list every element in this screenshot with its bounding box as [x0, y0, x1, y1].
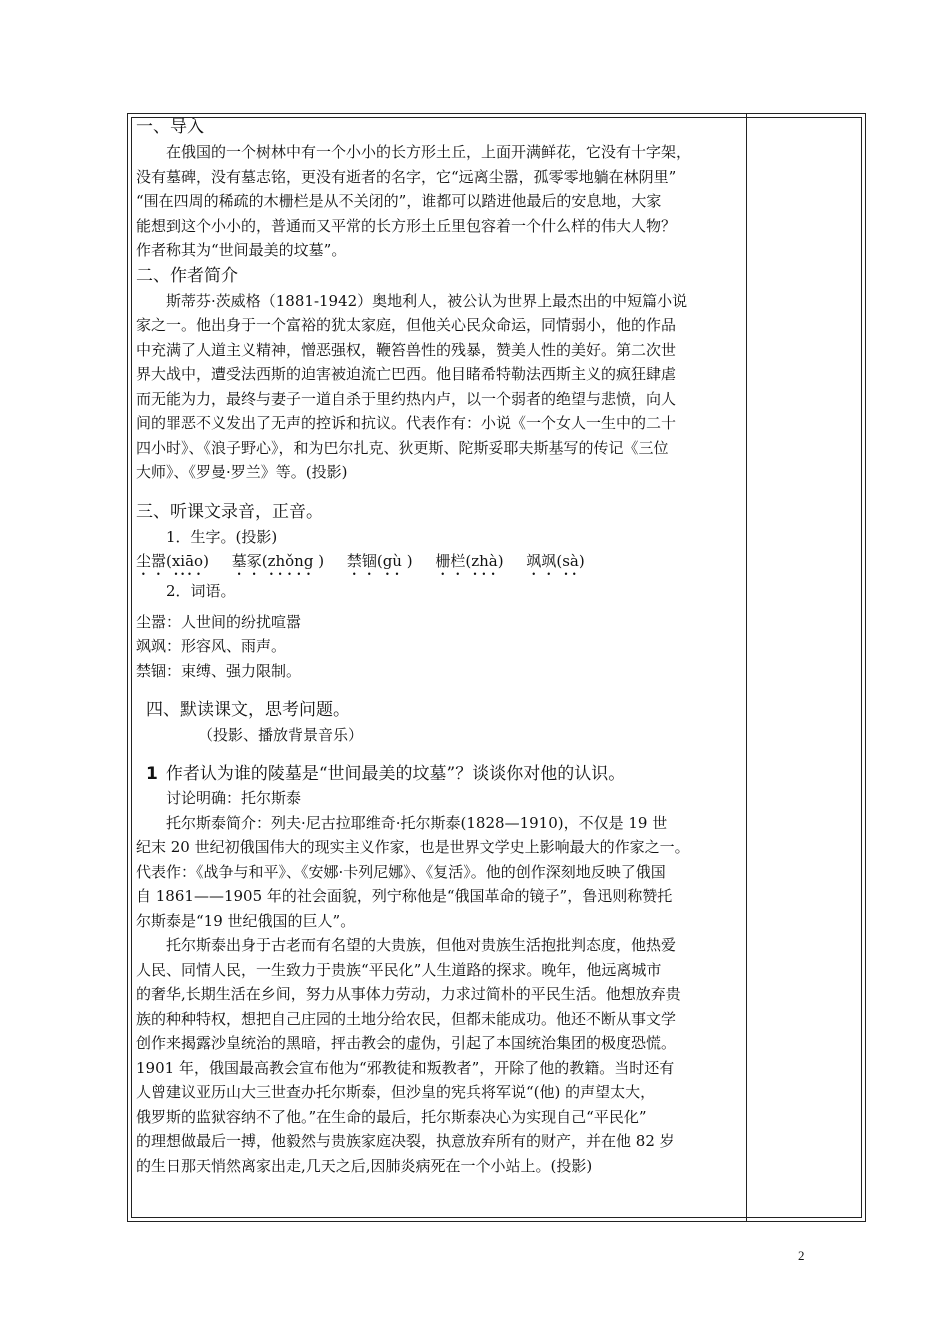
- listen-item-1: 1．生字。(投影): [166, 527, 278, 546]
- page-number: 2: [798, 1248, 805, 1263]
- intro-line: 能想到这个小小的，普通而又平常的长方形土丘里包容着一个什么样的伟大人物？: [136, 216, 677, 235]
- tolstoy-intro-line: 自 1861——1905 年的社会面貌，列宁称他是“俄国革命的镜子”，鲁迅则称赞托: [136, 887, 673, 905]
- tolstoy-life-line: 的奢华,长期生活在乡间，努力从事体力劳动，力求过简朴的平民生活。他想放弃贵: [136, 985, 681, 1003]
- author-line: 而无能为力，最终与妻子一道自杀于里约热内卢，以一个弱者的绝望与悲愤，向人: [136, 389, 677, 408]
- vocab-line: 飒飒：形容风、雨声。: [136, 637, 287, 655]
- tolstoy-life-line: 俄罗斯的监狱容纳不了他。”在生命的最后，托尔斯泰决心为实现自己“平民化”: [136, 1107, 647, 1126]
- question-text: 作者认为谁的陵墓是“世间最美的坟墓”？谈谈你对他的认识。: [165, 763, 626, 784]
- read-note: （投影、播放背景音乐）: [198, 726, 364, 744]
- author-line: 界大战中，遭受法西斯的迫害被迫流亡巴西。他目睹希特勒法西斯主义的疯狂肆虐: [136, 365, 677, 383]
- notes-column-divider: [746, 114, 747, 1221]
- pinyin-row: [136, 549, 744, 579]
- spacer: [136, 683, 744, 697]
- question-1: [136, 762, 744, 787]
- tolstoy-life-line: 创作来揭露沙皇统治的黑暗，抨击教会的虚伪，引起了本国统治集团的极度恐慌。: [136, 1034, 677, 1052]
- tolstoy-life-line: 托尔斯泰出身于古老而有名望的大贵族，但他对贵族生活抱批判态度，他热爱: [166, 936, 677, 954]
- tolstoy-intro-line: 纪末 20 世纪初俄国伟大的现实主义作家，也是世界文学史上影响最大的作家之一。: [136, 838, 690, 856]
- pinyin-word: 飒飒(sà): [526, 552, 585, 570]
- pinyin-word: 禁锢(gù ): [346, 552, 413, 570]
- lesson-content: [136, 114, 744, 1178]
- question-number: 1: [146, 763, 158, 784]
- author-line: 大师》、《罗曼·罗兰》等。(投影): [136, 463, 348, 481]
- intro-line: 没有墓碑，没有墓志铭，更没有逝者的名字，它“远离尘嚣，孤零零地躺在林阴里”: [136, 167, 677, 186]
- author-line: 家之一。他出身于一个富裕的犹太家庭，但他关心民众命运，同情弱小，他的作品: [136, 316, 677, 334]
- author-line: 间的罪恶不义发出了无声的控诉和抗议。代表作有：小说《一个女人一生中的二十: [136, 414, 677, 432]
- intro-heading: 一、导入: [136, 117, 204, 137]
- tolstoy-intro-line: 托尔斯泰简介：列夫·尼古拉耶维奇·托尔斯泰(1828—1910)，不仅是 19 世: [166, 813, 668, 832]
- listen-item-2: 2．词语。: [166, 582, 236, 600]
- tolstoy-life-line: 族的种种特权，想把自己庄园的土地分给农民，但都未能成功。他还不断从事文学: [136, 1009, 677, 1028]
- intro-line: “围在四周的稀疏的木栅栏是从不关闭的”，谁都可以踏进他最后的安息地，大家: [136, 192, 662, 210]
- vocab-line: 尘嚣：人世间的纷扰喧嚣: [136, 612, 302, 631]
- tolstoy-life-line: 人曾建议亚历山大三世查办托尔斯泰，但沙皇的宪兵将军说“(他) 的声望太大，: [136, 1083, 656, 1101]
- pinyin-word: 尘嚣(xiāo): [136, 552, 209, 570]
- tolstoy-life-line: 人民、同情人民，一生致力于贵族“平民化”人生道路的探求。晚年，他远离城市: [136, 960, 662, 979]
- author-heading: 二、作者简介: [136, 265, 238, 286]
- intro-line: 作者称其为“世间最美的坟墓”。: [136, 241, 347, 259]
- read-heading: 四、默读课文，思考问题。: [146, 700, 350, 720]
- tolstoy-intro-line: 尔斯泰是“19 世纪俄国的巨人”。: [136, 911, 356, 930]
- tolstoy-intro-line: 代表作：《战争与和平》、《安娜·卡列尼娜》、《复活》。他的创作深刻地反映了俄国: [136, 862, 666, 881]
- vocab-line: 禁锢：束缚、强力限制。: [136, 661, 302, 680]
- author-line: 斯蒂芬·茨威格（1881-1942）奥地利人，被公认为世界上最杰出的中短篇小说: [166, 291, 688, 310]
- tolstoy-life-line: 的理想做最后一搏，他毅然与贵族家庭决裂，执意放弃所有的财产，并在他 82 岁: [136, 1132, 675, 1150]
- author-line: 中充满了人道主义精神，憎恶强权，鞭笞兽性的残暴，赞美人性的美好。第二次世: [136, 340, 677, 359]
- tolstoy-life-line: 1901 年，俄国最高教会宣布他为“邪教徒和叛教者”，开除了他的教籍。当时还有: [136, 1058, 675, 1077]
- pinyin-word: 墓冢(zhǒng ): [231, 552, 325, 570]
- intro-line: 在俄国的一个树林中有一个小小的长方形土丘，上面开满鲜花，它没有十字架，: [166, 143, 692, 161]
- spacer: [136, 485, 744, 499]
- lesson-table: [127, 113, 866, 1222]
- listen-heading: 三、听课文录音，正音。: [136, 501, 323, 522]
- discussion-line: 讨论明确：托尔斯泰: [166, 789, 302, 807]
- author-line: 四小时》、《浪子野心》，和为巴尔扎克、狄更斯、陀斯妥耶夫斯基写的传记《三位: [136, 438, 669, 457]
- tolstoy-life-line: 的生日那天悄然离家出走,几天之后,因肺炎病死在一个小站上。(投影): [136, 1156, 593, 1175]
- pinyin-word: 栅栏(zhà): [435, 552, 504, 570]
- spacer: [136, 748, 744, 762]
